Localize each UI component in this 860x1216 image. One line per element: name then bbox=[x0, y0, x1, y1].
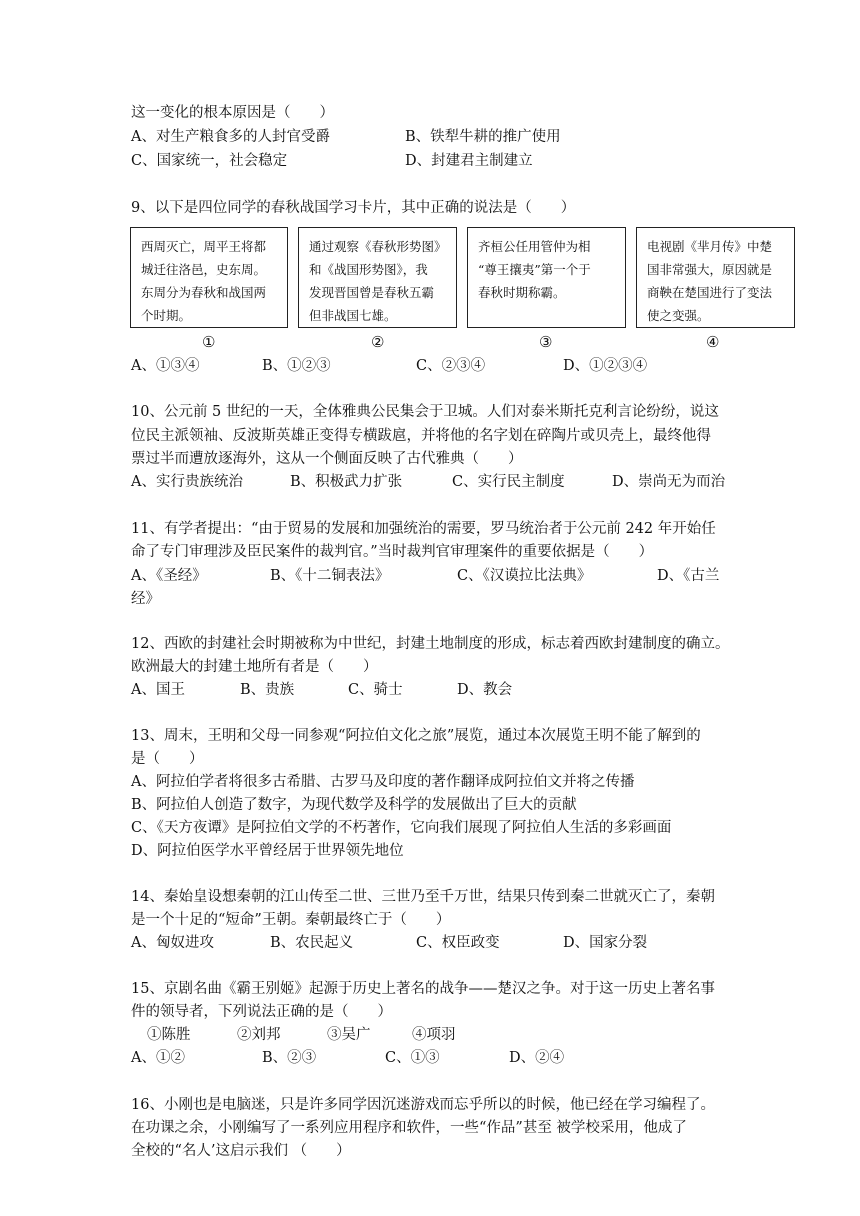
card-line: 春秋时期称霸。 bbox=[478, 285, 566, 300]
q10-option-c: C、实行民主制度 bbox=[452, 474, 565, 490]
q15-stem-line-1: 15、京剧名曲《霸王别姬》起源于历史上著名的战争——楚汉之争。对于这一历史上著名事 bbox=[131, 981, 715, 997]
card-line: “尊王攘夷”第一个于 bbox=[478, 262, 591, 277]
q13-option-c: C、《天方夜谭》是阿拉伯文学的不朽著作，它向我们展现了阿拉伯人生活的多彩画面 bbox=[131, 820, 672, 836]
q12-stem-line-1: 12、西欧的封建社会时期被称为中世纪，封建土地制度的形成，标志着西欧封建制度的确立。 bbox=[131, 636, 730, 652]
q15-item-1: ①陈胜 bbox=[147, 1027, 191, 1043]
card-line: 国非常强大，原因就是 bbox=[647, 262, 773, 277]
q8-option-a: A、对生产粮食多的人封官受爵 bbox=[131, 129, 330, 145]
q14-option-c: C、权臣政变 bbox=[416, 935, 500, 951]
q12-option-a: A、国王 bbox=[131, 682, 185, 698]
q13-stem-line-2: 是（ ） bbox=[131, 751, 204, 767]
q11-option-d-wrap: 经》 bbox=[131, 591, 160, 607]
q14-option-d: D、国家分裂 bbox=[563, 935, 648, 951]
card-line: 城迁往洛邑，史东周。 bbox=[141, 262, 267, 277]
q14-stem-line-1: 14、秦始皇设想秦朝的江山传至二世、三世乃至千万世，结果只传到秦二世就灭亡了，秦朝 bbox=[131, 889, 715, 905]
q14-option-a: A、匈奴进攻 bbox=[131, 935, 214, 951]
card-line: 商鞅在楚国进行了变法 bbox=[647, 285, 773, 300]
card-line: 但非战国七雄。 bbox=[309, 308, 397, 323]
q16-stem-line-2: 在功课之余，小刚编写了一系列应用程序和软件，一些“作品”甚至 被学校采用，他成了 bbox=[131, 1120, 687, 1136]
q15-option-b: B、②③ bbox=[262, 1050, 317, 1066]
card-line: 使之变强。 bbox=[647, 308, 710, 323]
q15-stem-line-2: 件的领导者，下列说法正确的是（ ） bbox=[131, 1004, 392, 1020]
q9-card-2-number: ② bbox=[371, 333, 385, 351]
card-line: 和《战国形势图》，我 bbox=[309, 262, 428, 277]
q8-option-d: D、封建君主制建立 bbox=[405, 153, 533, 169]
card-line: 西周灭亡，周平王将都 bbox=[141, 239, 267, 254]
q15-item-2: ②刘邦 bbox=[237, 1027, 281, 1043]
card-line: 电视剧《芈月传》中楚 bbox=[647, 239, 773, 254]
q9-card-4 bbox=[636, 227, 795, 328]
q15-item-4: ④项羽 bbox=[412, 1027, 456, 1043]
q13-option-a: A、阿拉伯学者将很多古希腊、古罗马及印度的著作翻译成阿拉伯文并将之传播 bbox=[131, 774, 635, 790]
q9-stem: 9、以下是四位同学的春秋战国学习卡片，其中正确的说法是（ ） bbox=[131, 200, 576, 216]
q8-option-c: C、国家统一，社会稳定 bbox=[131, 153, 288, 169]
q11-option-b: B、《十二铜表法》 bbox=[270, 568, 390, 584]
q14-option-b: B、农民起义 bbox=[270, 935, 354, 951]
q15-item-3: ③吴广 bbox=[327, 1027, 371, 1043]
q11-stem-line-1: 11、有学者提出：“由于贸易的发展和加强统治的需要，罗马统治者于公元前 242 年开始任 bbox=[131, 521, 716, 537]
q15-option-c: C、①③ bbox=[385, 1050, 440, 1066]
card-line: 通过观察《春秋形势图》 bbox=[309, 239, 447, 254]
q11-stem-line-2: 命了专门审理涉及臣民案件的裁判官。”当时裁判官审理案件的重要依据是（ ） bbox=[131, 544, 654, 560]
q8-stem: 这一变化的根本原因是（ ） bbox=[131, 105, 334, 121]
q12-option-b: B、贵族 bbox=[240, 682, 295, 698]
q11-option-a: A、《圣经》 bbox=[131, 568, 207, 584]
q9-option-c: C、②③④ bbox=[416, 358, 486, 374]
card-line: 发现晋国曾是春秋五霸 bbox=[309, 285, 435, 300]
card-line: 齐桓公任用管仲为相 bbox=[478, 239, 591, 254]
q11-option-d: D、《古兰 bbox=[657, 568, 720, 584]
q9-card-3-number: ③ bbox=[539, 333, 553, 351]
card-line: 个时期。 bbox=[141, 308, 192, 323]
card-line: 东周分为春秋和战国两 bbox=[141, 285, 267, 300]
q15-option-a: A、①② bbox=[131, 1050, 185, 1066]
q12-option-d: D、教会 bbox=[457, 682, 513, 698]
q10-stem-line-2: 位民主派领袖、反波斯英雄正变得专横跋扈，并将他的名字划在碎陶片或贝壳上，最终他得 bbox=[131, 428, 711, 444]
q13-option-d: D、阿拉伯医学水平曾经居于世界领先地位 bbox=[131, 843, 404, 859]
q9-option-d: D、①②③④ bbox=[563, 358, 648, 374]
q12-option-c: C、骑士 bbox=[348, 682, 403, 698]
q16-stem-line-1: 16、小刚也是电脑迷，只是许多同学因沉迷游戏而忘乎所以的时候，他已经在学习编程了。 bbox=[131, 1097, 715, 1113]
q10-option-d: D、崇尚无为而治 bbox=[612, 474, 726, 490]
q9-option-a: A、①③④ bbox=[131, 358, 200, 374]
q15-option-d: D、②④ bbox=[509, 1050, 565, 1066]
q11-option-c: C、《汉谟拉比法典》 bbox=[457, 568, 592, 584]
q10-stem-line-3: 票过半而遭放逐海外，这从一个侧面反映了古代雅典（ ） bbox=[131, 451, 523, 467]
q13-stem-line-1: 13、周末，王明和父母一同参观“阿拉伯文化之旅”展览，通过本次展览王明不能了解到的 bbox=[131, 728, 701, 744]
q16-stem-line-3: 全校的“名人’这启示我们 （ ） bbox=[131, 1143, 351, 1159]
q9-card-3 bbox=[467, 227, 626, 328]
q12-stem-line-2: 欧洲最大的封建土地所有者是（ ） bbox=[131, 659, 378, 675]
q14-stem-line-2: 是一个十足的“短命”王朝。秦朝最终亡于（ ） bbox=[131, 912, 451, 928]
q9-card-2 bbox=[298, 227, 457, 328]
q9-card-4-number: ④ bbox=[706, 333, 720, 351]
q8-option-b: B、铁犁牛耕的推广使用 bbox=[405, 129, 561, 145]
q9-option-b: B、①②③ bbox=[262, 358, 331, 374]
q9-card-1-number: ① bbox=[202, 333, 216, 351]
q10-option-a: A、实行贵族统治 bbox=[131, 474, 243, 490]
q9-card-1 bbox=[130, 227, 288, 328]
q10-stem-line-1: 10、公元前 5 世纪的一天，全体雅典公民集会于卫城。人们对泰米斯托克利言论纷纷，说这 bbox=[131, 404, 719, 420]
q10-option-b: B、积极武力扩张 bbox=[290, 474, 403, 490]
q13-option-b: B、阿拉伯人创造了数字，为现代数学及科学的发展做出了巨大的贡献 bbox=[131, 797, 577, 813]
